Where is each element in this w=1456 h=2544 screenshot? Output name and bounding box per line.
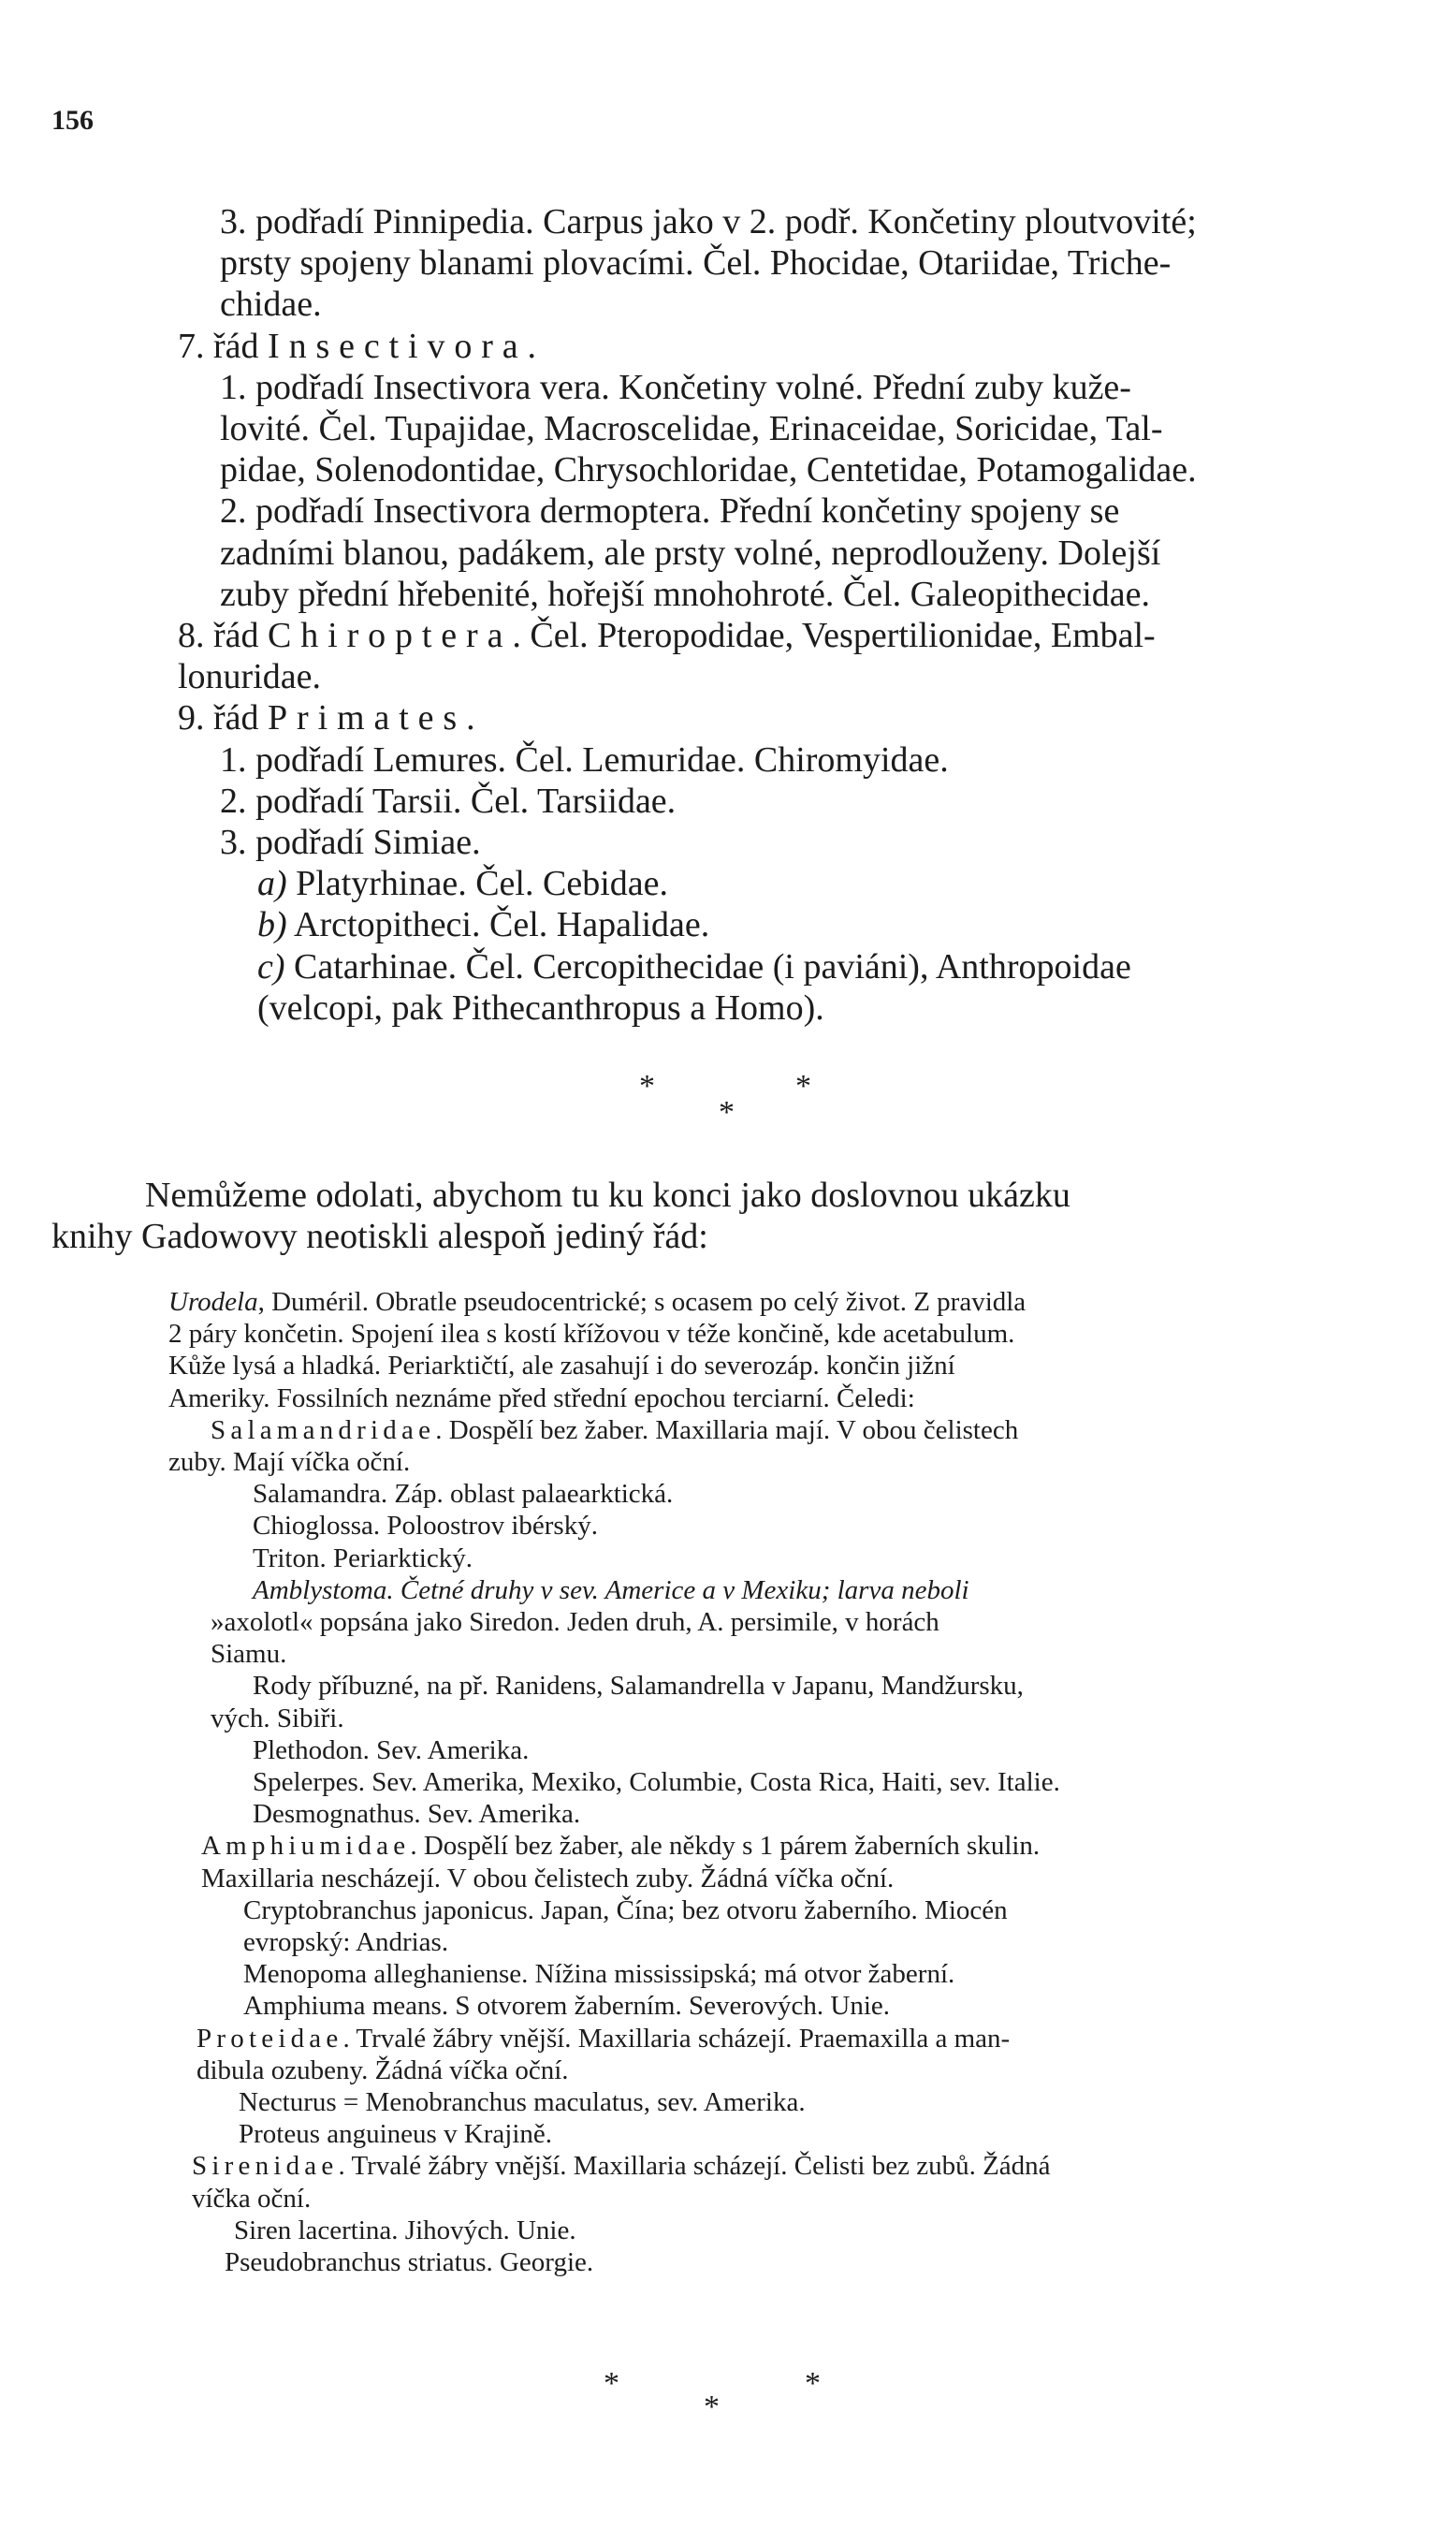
order-heading xyxy=(178,697,1422,738)
text-line xyxy=(178,367,1422,408)
line-text: . xyxy=(466,698,475,738)
text-line xyxy=(168,1958,1422,1990)
text-line xyxy=(168,1446,1422,1478)
classification-block xyxy=(178,201,1422,1029)
line-text: . Dospělí bez žaber. Maxillaria mají. V obou čelistech xyxy=(435,1414,1019,1445)
line-text: Ameriky. Fossilních neznáme před střední epochou terciarní. Čeledi: xyxy=(168,1382,915,1413)
line-text: . Dospělí bez žaber, ale někdy s 1 párem žaberních skulin. xyxy=(410,1831,1041,1862)
line-text: zadními blanou, padákem, ale prsty volné, neprodlouženy. Dolejší xyxy=(220,533,1161,573)
line-text: Cryptobranchus japonicus. Japan, Čína; bez otvoru žaberního. Miocén xyxy=(243,1894,1008,1925)
text-line xyxy=(168,1926,1422,1958)
line-text: Spelerpes. Sev. Amerika, Mexiko, Columbie, Costa Rica, Haiti, sev. Italie. xyxy=(253,1767,1060,1798)
line-text: 1. podřadí Lemures. Čel. Lemuridae. Chiromyidae. xyxy=(220,739,949,780)
line-text: víčka oční. xyxy=(192,2183,312,2214)
text-line xyxy=(168,1542,1422,1574)
text-line xyxy=(178,739,1422,781)
text-line xyxy=(168,1703,1422,1734)
line-text: Plethodon. Sev. Amerika. xyxy=(253,1734,530,1765)
text-line xyxy=(178,946,1422,987)
text-line xyxy=(51,1216,1418,1257)
item-letter: b) xyxy=(257,905,287,945)
text-line xyxy=(168,2118,1422,2150)
order-name: Chiroptera xyxy=(268,616,513,656)
text-line xyxy=(168,1734,1422,1766)
star-ornament: * xyxy=(719,1095,735,1130)
family-name: Proteidae xyxy=(197,2023,343,2054)
line-text: 3. podřadí Simiae. xyxy=(220,823,481,863)
line-text: dibula ozubeny. Žádná víčka oční. xyxy=(197,2054,569,2085)
line-text: Salamandra. Záp. oblast palaearktická. xyxy=(253,1479,674,1510)
line-text: Rody příbuzné, na př. Ranidens, Salamandrella v Japanu, Mandžursku, xyxy=(253,1671,1024,1702)
text-line xyxy=(178,201,1422,242)
line-text: Siamu. xyxy=(211,1639,287,1670)
line-text: Catarhinae. Čel. Cercopithecidae (i paviáni), Anthropoidae xyxy=(284,946,1131,987)
text-line xyxy=(168,1798,1422,1830)
line-text: 7. řád xyxy=(178,326,269,366)
line-text: 2. podřadí Tarsii. Čel. Tarsiidae. xyxy=(220,781,677,821)
intro-paragraph xyxy=(51,1175,1418,1257)
taxon-name: Urodela xyxy=(168,1287,258,1317)
line-text: Pseudobranchus striatus. Georgie. xyxy=(225,2247,594,2278)
text-line xyxy=(168,1510,1422,1542)
line-text: Triton. Periarktický. xyxy=(253,1542,473,1573)
text-line xyxy=(178,656,1422,697)
text-line xyxy=(178,408,1422,449)
line-text: lonuridae. xyxy=(178,657,322,697)
family-heading xyxy=(168,1414,1422,1446)
text-line xyxy=(168,2215,1422,2246)
text-line xyxy=(168,2054,1422,2086)
star-ornament: * xyxy=(604,2366,619,2401)
text-line xyxy=(168,1670,1422,1702)
text-line xyxy=(51,1175,1418,1216)
family-heading xyxy=(168,2150,1422,2182)
line-text: vých. Sibiři. xyxy=(211,1703,344,1733)
order-heading xyxy=(178,326,1422,367)
text-line xyxy=(178,490,1422,532)
line-text: . Trvalé žábry vnější. Maxillaria scházejí. Čelisti bez zubů. Žádná xyxy=(338,2151,1051,2182)
item-letter: a) xyxy=(257,864,287,904)
text-line xyxy=(178,822,1422,863)
text-line xyxy=(178,284,1422,325)
family-heading xyxy=(168,1830,1422,1862)
family-name: Salamandridae xyxy=(211,1414,436,1445)
line-text: Chioglossa. Poloostrov ibérský. xyxy=(253,1511,598,1542)
page-number: 156 xyxy=(51,105,94,136)
text-line xyxy=(168,1990,1422,2022)
line-text: . xyxy=(527,326,537,366)
line-text: 2 páry končetin. Spojení ilea s kostí křížovou v téže končině, kde acetabulum. xyxy=(168,1319,1015,1350)
text-line xyxy=(168,1863,1422,1894)
line-text: knihy Gadowovy neotiskli alespoň jediný řád: xyxy=(51,1217,708,1257)
text-line xyxy=(168,1606,1422,1638)
line-text: . Čel. Pteropodidae, Vespertilionidae, Embal- xyxy=(512,616,1156,656)
text-line xyxy=(178,904,1422,945)
line-text: Desmognathus. Sev. Amerika. xyxy=(253,1799,581,1830)
text-line xyxy=(168,1574,1422,1606)
text-line xyxy=(168,1894,1422,1926)
line-text: pidae, Solenodontidae, Chrysochloridae, Centetidae, Potamogalidae. xyxy=(220,450,1197,490)
star-ornament: * xyxy=(795,1069,811,1104)
text-line xyxy=(168,2246,1422,2278)
line-text: lovité. Čel. Tupajidae, Macroscelidae, Erinaceidae, Soricidae, Tal- xyxy=(220,409,1163,449)
line-text: zuby. Mají víčka oční. xyxy=(168,1447,411,1478)
line-text: , Duméril. Obratle pseudocentrické; s ocasem po celý život. Z pravidla xyxy=(257,1287,1026,1317)
line-text: Amphiuma means. S otvorem žaberním. Severových. Unie. xyxy=(243,1991,891,2022)
line-text: chidae. xyxy=(220,285,322,325)
line-text: Menopoma alleghaniense. Nížina mississipská; má otvor žaberní. xyxy=(243,1959,955,1990)
urodela-block xyxy=(168,1286,1422,2278)
line-text: Kůže lysá a hladká. Periarktičtí, ale zasahují i do severozáp. končin jižní xyxy=(168,1351,955,1382)
text-line xyxy=(168,1638,1422,1670)
order-name: Insectivora xyxy=(268,326,528,366)
line-text: (velcopi, pak Pithecanthropus a Homo). xyxy=(257,987,824,1028)
line-text: Siren lacertina. Jihových. Unie. xyxy=(234,2215,576,2245)
line-text: Amblystoma. Četné druhy v sev. Americe a v Mexiku; larva neboli xyxy=(253,1574,969,1605)
family-name: Sirenidae xyxy=(192,2151,339,2182)
line-text: evropský: Andrias. xyxy=(243,1927,449,1958)
line-text: Nemůžeme odolati, abychom tu ku konci jako doslovnou ukázku xyxy=(145,1176,1070,1215)
text-line xyxy=(168,1766,1422,1798)
text-line xyxy=(168,1478,1422,1510)
line-text: . Trvalé žábry vnější. Maxillaria scházejí. Praemaxilla a man- xyxy=(342,2023,1011,2054)
text-line xyxy=(178,574,1422,615)
text-line xyxy=(168,2086,1422,2118)
line-text: 2. podřadí Insectivora dermoptera. Přední končetiny spojeny se xyxy=(220,491,1120,532)
line-text: 9. řád xyxy=(178,698,269,738)
item-letter: c) xyxy=(257,946,285,987)
text-line xyxy=(178,781,1422,822)
star-ornament: * xyxy=(639,1069,655,1104)
text-line xyxy=(168,1350,1422,1382)
text-line xyxy=(168,1382,1422,1414)
text-line xyxy=(178,987,1422,1029)
line-text: 8. řád xyxy=(178,616,269,656)
line-text: 3. podřadí Pinnipedia. Carpus jako v 2. podř. Končetiny ploutvovité; xyxy=(220,202,1197,241)
line-text: Maxillaria nescházejí. V obou čelistech zuby. Žádná víčka oční. xyxy=(201,1863,895,1893)
line-text: »axolotl« popsána jako Siredon. Jeden druh, A. persimile, v horách xyxy=(211,1607,939,1638)
order-heading xyxy=(178,615,1422,656)
star-ornament: * xyxy=(805,2366,821,2401)
text-line xyxy=(178,533,1422,574)
line-text: Proteus anguineus v Krajině. xyxy=(239,2119,553,2150)
text-line xyxy=(168,1318,1422,1350)
order-name: Primates xyxy=(268,698,467,738)
text-line xyxy=(178,863,1422,904)
line-text: zuby přední hřebenité, hořejší mnohohroté. Čel. Galeopithecidae. xyxy=(220,574,1151,614)
text-line xyxy=(178,449,1422,490)
line-text: 1. podřadí Insectivora vera. Končetiny volné. Přední zuby kuže- xyxy=(220,367,1131,407)
line-text: prsty spojeny blanami plovacími. Čel. Phocidae, Otariidae, Triche- xyxy=(220,243,1172,284)
text-line xyxy=(168,2183,1422,2215)
line-text: Necturus = Menobranchus maculatus, sev. Amerika. xyxy=(239,2087,806,2118)
family-heading xyxy=(168,2023,1422,2054)
line-text: Arctopitheci. Čel. Hapalidae. xyxy=(286,905,710,945)
star-ornament: * xyxy=(704,2390,720,2424)
text-line xyxy=(168,1286,1422,1318)
family-name: Amphiumidae xyxy=(201,1831,411,1862)
text-line xyxy=(178,242,1422,284)
line-text: Platyrhinae. Čel. Cebidae. xyxy=(286,864,668,904)
